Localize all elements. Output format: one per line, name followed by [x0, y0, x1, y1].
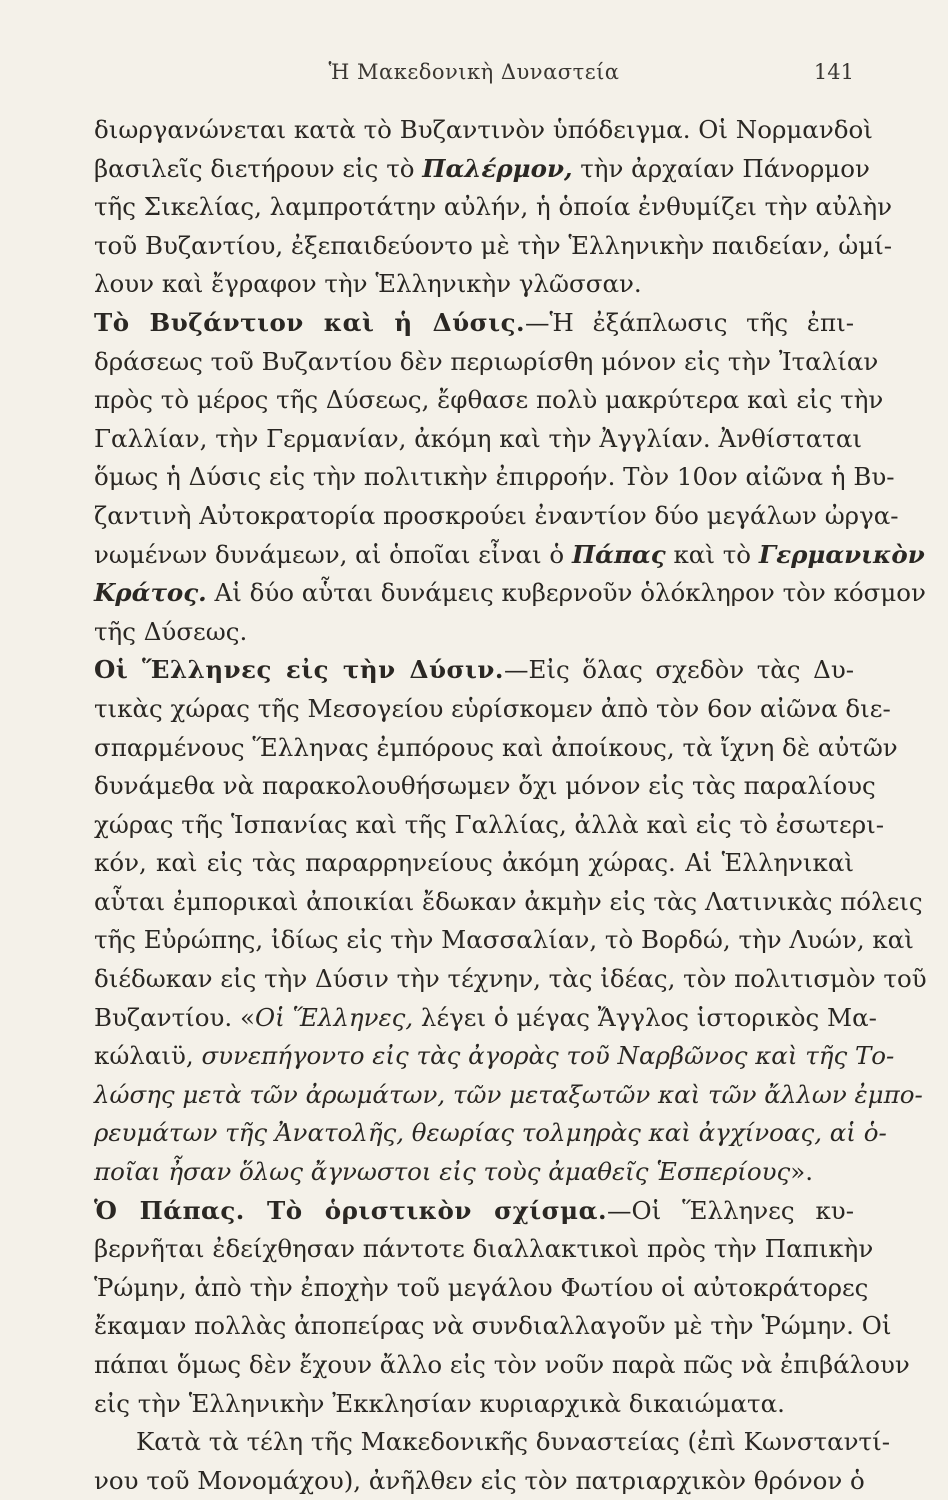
text-line: [94, 227, 893, 266]
text-line: [94, 1076, 923, 1115]
text-line: [94, 767, 876, 806]
text-span: πάπαι ὅμως δὲν ἔχουν ἄλλο εἰς τὸν νοῦν παρὰ πῶς νὰ ἐπιβάλουν: [94, 1350, 910, 1379]
text-span: βασιλεῖς διετήρουν εἰς τὸ: [94, 153, 423, 183]
text-span: βερνῆται ἐδείχθησαν πάντοτε διαλλακτικοὶ πρὸς τὴν Παπικὴν: [94, 1234, 874, 1264]
text-span: Οἱ Ἕλληνες,: [255, 1002, 414, 1032]
body-text: [94, 111, 927, 1500]
text-line: [94, 1423, 890, 1462]
text-span: Πάπας: [571, 539, 666, 569]
text-span: συνεπήγοντο εἰς τὰς ἀγορὰς τοῦ Ναρβῶνος καὶ τῆς Το-: [201, 1041, 895, 1071]
running-title: Ἡ Μακεδονικὴ Δυναστεία: [328, 60, 620, 84]
text-line: [94, 265, 854, 304]
text-line: [94, 1385, 854, 1424]
text-line: [94, 1114, 887, 1153]
text-line: [94, 111, 873, 150]
text-span: τοῦ Βυζαντίου, ἐξεπαιδεύοντο μὲ τὴν Ἑλληνικὴν παιδείαν, ὡμί-: [94, 230, 893, 260]
text-span: —Εἰς ὅλας σχεδὸν τὰς Δυ-: [503, 655, 854, 685]
text-line: [94, 690, 891, 729]
text-span: Γερμανικὸν: [758, 539, 925, 569]
text-line: [94, 1037, 895, 1076]
running-head: [0, 60, 948, 90]
text-line: [94, 883, 923, 922]
text-line: [94, 420, 862, 459]
section-heading: Τὸ Βυζάντιον καὶ ἡ Δύσις.: [94, 307, 526, 337]
text-span: ποῖαι ἦσαν ὅλως ἄγνωστοι εἰς τοὺς ἀμαθεῖς Ἑσπερίους: [94, 1157, 791, 1187]
text-span: λέγει ὁ μέγας Ἄγγλος ἱστορικὸς Μα-: [413, 1002, 877, 1032]
text-line: [94, 536, 925, 575]
text-span: κόν, καὶ εἰς τὰς παραρρηνείους ἀκόμη χώρας. Αἱ Ἑλληνικαὶ: [94, 848, 854, 878]
text-span: τῆς Δύσεως.: [94, 616, 248, 646]
text-span: ἔκαμαν πολλὰς ἀποπείρας νὰ συνδιαλλαγοῦν μὲ τὴν Ῥώμην. Οἱ: [94, 1311, 892, 1341]
text-span: λώσης μετὰ τῶν ἀρωμάτων, τῶν μεταξωτῶν καὶ τῶν ἄλλων ἐμπο-: [94, 1079, 923, 1109]
text-span: τῆς Εὐρώπης, ἰδίως εἰς τὴν Μασσαλίαν, τὸ Βορδώ, τὴν Λυών, καὶ: [94, 925, 914, 955]
text-span: τῆς Σικελίας, λαμπροτάτην αὐλήν, ἡ ὁποία ἐνθυμίζει τὴν αὐλὴν: [94, 192, 893, 222]
text-span: —Ἡ ἐξάπλωσις τῆς ἐπι-: [525, 307, 855, 337]
text-line: [94, 1462, 865, 1500]
text-line: [94, 844, 854, 883]
text-line: [94, 1307, 892, 1346]
text-span: Ῥώμην, ἀπὸ τὴν ἐποχὴν τοῦ μεγάλου Φωτίου οἱ αὐτοκράτορες: [94, 1272, 869, 1302]
text-span: τικὰς χώρας τῆς Μεσογείου εὑρίσκομεν ἀπὸ τὸν 6ον αἰῶνα διε-: [94, 693, 891, 723]
text-span: χώρας τῆς Ἱσπανίας καὶ τῆς Γαλλίας, ἀλλὰ καὶ εἰς τὸ ἐσωτερι-: [94, 809, 885, 839]
text-line: [94, 806, 885, 845]
text-line: [94, 921, 914, 960]
text-line: [94, 150, 870, 189]
text-span: αὗται ἐμπορικαὶ ἀποικίαι ἔδωκαν ἀκμὴν εἰς τὰς Λατινικὰς πόλεις: [94, 886, 923, 916]
text-line: [94, 613, 854, 652]
text-span: νου τοῦ Μονομάχου), ἀνῆλθεν εἰς τὸν πατριαρχικὸν θρόνον ὁ: [94, 1465, 865, 1495]
page-number: 141: [813, 60, 854, 84]
text-span: ».: [790, 1157, 814, 1187]
text-line: [94, 999, 877, 1038]
text-span: δράσεως τοῦ Βυζαντίου δὲν περιωρίσθη μόνον εἰς τὴν Ἰταλίαν: [94, 346, 879, 376]
text-span: κώλαιϋ,: [94, 1041, 202, 1071]
text-span: Βυζαντίου. «: [94, 1002, 255, 1032]
text-line: [94, 651, 854, 690]
text-line: [94, 1346, 910, 1385]
text-span: Αἱ δύο αὗται δυνάμεις κυβερνοῦν ὁλόκληρον τὸν κόσμον: [206, 578, 926, 608]
text-line: [94, 497, 899, 536]
text-span: διωργανώνεται κατὰ τὸ Βυζαντινὸν ὑπόδειγμα. Οἱ Νορμανδοὶ: [94, 115, 873, 144]
text-span: διέδωκαν εἰς τὴν Δύσιν τὴν τέχνην, τὰς ἰδέας, τὸν πολιτισμὸν τοῦ: [94, 964, 927, 994]
text-span: νωμένων δυνάμεων, αἱ ὁποῖαι εἶναι ὁ: [94, 539, 572, 569]
text-span: Κράτος.: [94, 578, 207, 608]
section-heading: Ὁ Πάπας. Τὸ ὁριστικὸν σχίσμα.: [94, 1195, 607, 1225]
text-line: [94, 729, 898, 768]
text-line: [94, 304, 854, 343]
text-span: σπαρμένους Ἕλληνας ἐμπόρους καὶ ἀποίκους, τὰ ἴχνη δὲ αὐτῶν: [94, 732, 898, 762]
text-line: [94, 1153, 854, 1192]
text-line: [94, 1192, 854, 1231]
text-span: καὶ τὸ: [665, 539, 759, 569]
text-span: εἰς τὴν Ἑλληνικὴν Ἐκκλησίαν κυριαρχικὰ δικαιώματα.: [94, 1388, 785, 1418]
text-line: [94, 574, 926, 613]
text-span: Κατὰ τὰ τέλη τῆς Μακεδονικῆς δυναστείας (ἐπὶ Κωνσταντί-: [136, 1427, 890, 1457]
text-line: [94, 381, 884, 420]
text-span: πρὸς τὸ μέρος τῆς Δύσεως, ἔφθασε πολὺ μακρύτερα καὶ εἰς τὴν: [94, 385, 884, 415]
text-line: [94, 1230, 874, 1269]
text-line: [94, 458, 895, 497]
text-span: ὅμως ἡ Δύσις εἰς τὴν πολιτικὴν ἐπιρροήν. Τὸν 10ον αἰῶνα ἡ Βυ-: [94, 462, 895, 492]
text-line: [94, 343, 879, 382]
text-span: ζαντινὴ Αὐτοκρατορία προσκρούει ἐναντίον δύο μεγάλων ὠργα-: [94, 500, 899, 530]
text-span: —Οἱ Ἕλληνες κυ-: [607, 1195, 854, 1225]
text-line: [94, 188, 893, 227]
section-heading: Οἱ Ἕλληνες εἰς τὴν Δύσιν.: [94, 655, 504, 685]
text-span: δυνάμεθα νὰ παρακολουθήσωμεν ὄχι μόνον εἰς τὰς παραλίους: [94, 771, 876, 801]
text-span: λουν καὶ ἔγραφον τὴν Ἑλληνικὴν γλῶσσαν.: [94, 269, 642, 299]
text-span: τὴν ἀρχαίαν Πάνορμον: [572, 153, 870, 183]
text-line: [94, 960, 927, 999]
text-span: Γαλλίαν, τὴν Γερμανίαν, ἀκόμη καὶ τὴν Ἀγγλίαν. Ἀνθίσταται: [94, 423, 862, 453]
text-span: ρευμάτων τῆς Ἀνατολῆς, θεωρίας τολμηρὰς καὶ ἀγχίνοας, αἱ ὁ-: [94, 1118, 887, 1148]
text-span: Παλέρμον,: [422, 153, 573, 183]
text-line: [94, 1269, 869, 1308]
